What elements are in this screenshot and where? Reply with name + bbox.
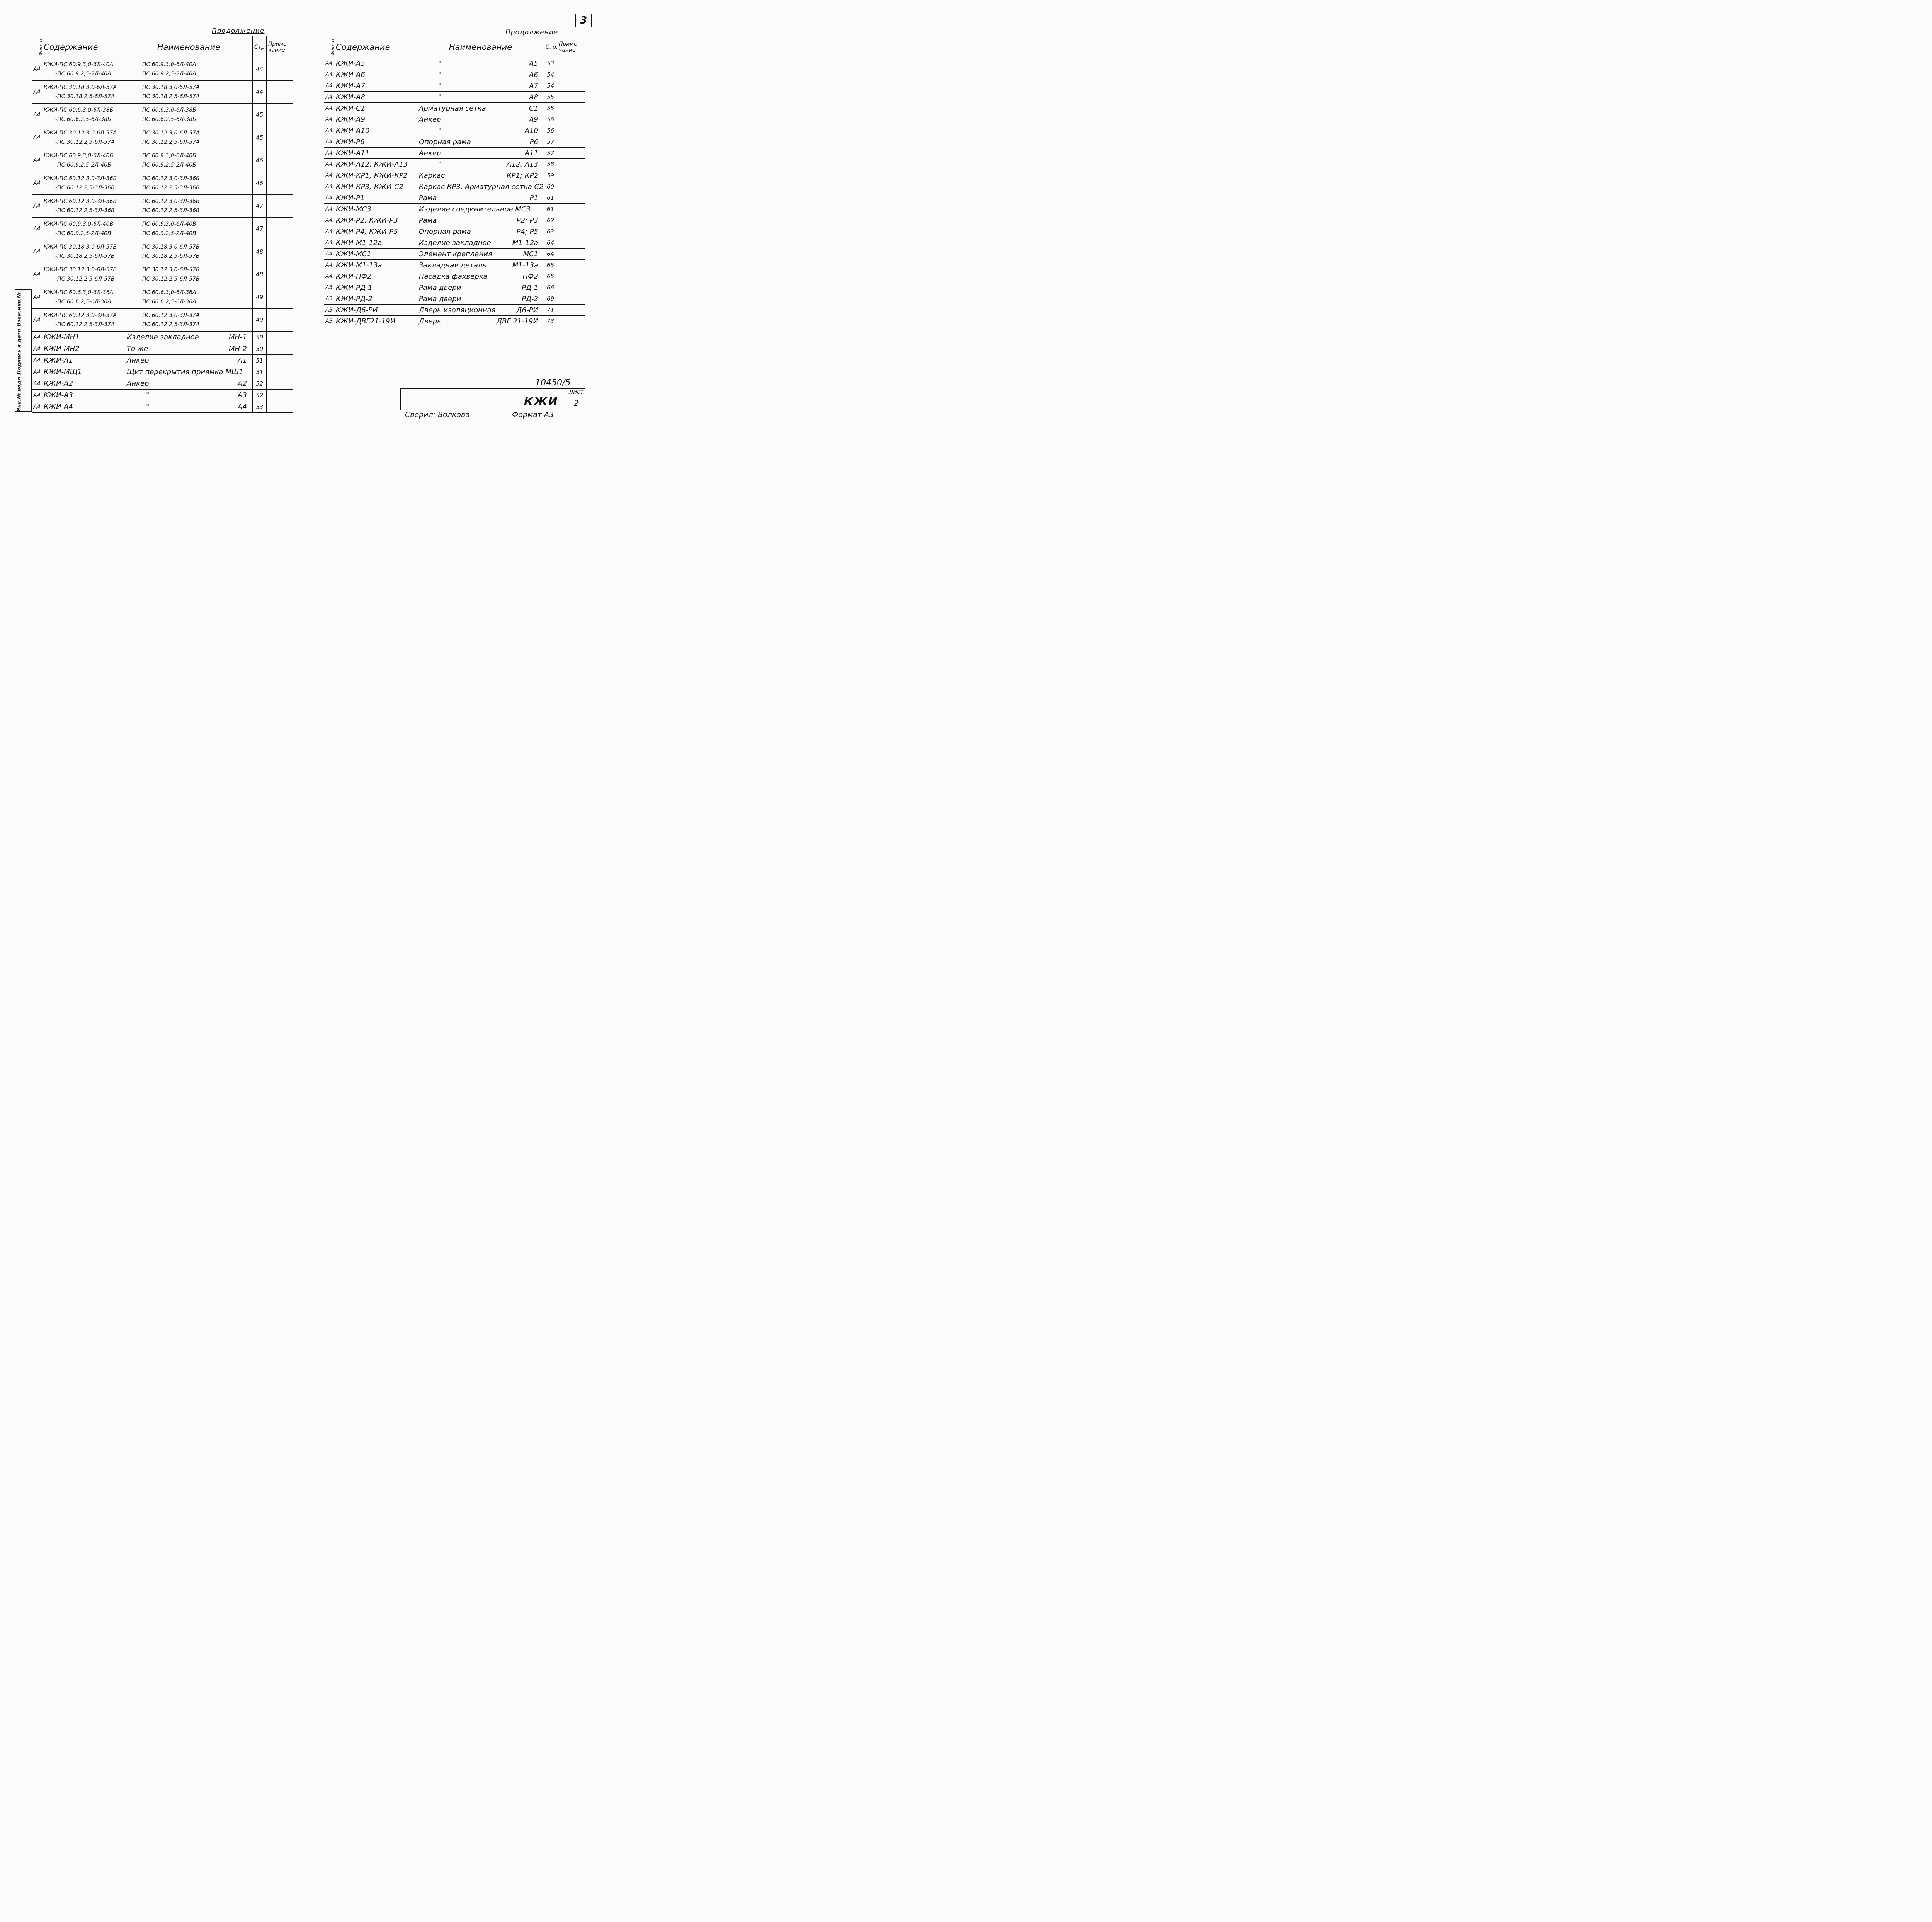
row-content: КЖИ-С1 xyxy=(334,103,417,114)
sheet-number: 3 xyxy=(575,14,592,27)
row-note xyxy=(557,92,585,103)
row-name: " А7 xyxy=(417,80,544,92)
row-name: ПС 30.12.3,0-6Л-57Б ПС 30.12.2,5-6Л-57Б xyxy=(125,263,253,286)
left-header-row xyxy=(32,36,293,58)
row-format: А4 xyxy=(324,170,334,181)
row-content: КЖИ-А8 xyxy=(334,92,417,103)
row-content: КЖИ-А10 xyxy=(334,125,417,136)
table-row xyxy=(324,148,585,159)
row-content: КЖИ-КР3; КЖИ-С2 xyxy=(334,181,417,192)
row-format: А4 xyxy=(32,81,42,104)
row-name: Анкер А1 xyxy=(125,355,253,366)
row-page: 45 xyxy=(253,104,267,126)
row-page: 66 xyxy=(544,282,557,293)
row-format: А4 xyxy=(324,226,334,237)
row-content: КЖИ-А2 xyxy=(42,378,125,390)
header-format: Формат xyxy=(324,36,334,58)
row-format: А4 xyxy=(324,271,334,282)
row-page: 65 xyxy=(544,260,557,271)
row-page: 53 xyxy=(253,401,267,413)
row-content: КЖИ-ПС 30.12.3,0-6Л-57А -ПС 30.12.2,5-6Л-57А xyxy=(42,126,125,149)
row-name: " А4 xyxy=(125,401,253,413)
row-format: А4 xyxy=(32,343,42,355)
row-name: Изделие закладное М1-12а xyxy=(417,237,544,249)
row-page: 58 xyxy=(544,159,557,170)
table-row xyxy=(324,316,585,327)
row-format: А4 xyxy=(324,249,334,260)
row-content: КЖИ-МС3 xyxy=(334,204,417,215)
row-note xyxy=(557,282,585,293)
row-content: КЖИ-ПС 60.12.3,0-3Л-37А -ПС 60.12.2,5-3Л-37А xyxy=(42,309,125,332)
row-name: ПС 60.12.3,0-3Л-36В ПС 60.12.2,5-3Л-36В xyxy=(125,195,253,218)
row-note xyxy=(557,204,585,215)
row-format: А4 xyxy=(32,286,42,309)
row-page: 60 xyxy=(544,181,557,192)
row-note xyxy=(557,271,585,282)
row-note xyxy=(267,309,293,332)
row-name: ПС 30.12.3,0-6Л-57А ПС 30.12.2,5-6Л-57А xyxy=(125,126,253,149)
row-name: ПС 30.18.3,0-6Л-57Б ПС 30.18.2,5-6Л-57Б xyxy=(125,240,253,263)
row-format: А4 xyxy=(32,240,42,263)
row-note xyxy=(557,58,585,69)
table-row xyxy=(324,136,585,148)
row-page: 64 xyxy=(544,249,557,260)
row-name: ПС 60.9.3,0-6Л-40В ПС 60.9.2,5-2Л-40В xyxy=(125,218,253,240)
table-row xyxy=(324,249,585,260)
table-row xyxy=(32,240,293,263)
row-format: А4 xyxy=(32,149,42,172)
row-page: 50 xyxy=(253,343,267,355)
table-row xyxy=(324,92,585,103)
table-row xyxy=(32,378,293,390)
row-name: Каркас КР1; КР2 xyxy=(417,170,544,181)
row-note xyxy=(267,81,293,104)
row-note xyxy=(267,332,293,343)
row-content: КЖИ-МЩ1 xyxy=(42,366,125,378)
row-format: А4 xyxy=(324,92,334,103)
row-format: А4 xyxy=(324,114,334,125)
row-format: А4 xyxy=(324,80,334,92)
row-note xyxy=(267,126,293,149)
row-note xyxy=(267,366,293,378)
row-page: 65 xyxy=(544,271,557,282)
table-row xyxy=(324,215,585,226)
row-page: 53 xyxy=(544,58,557,69)
row-note xyxy=(557,237,585,249)
table-row xyxy=(32,355,293,366)
table-row xyxy=(32,332,293,343)
document-code: 10450/5 xyxy=(535,378,571,388)
checked-by: Сверил: Волкова xyxy=(405,410,470,419)
sheet-format: Формат А3 xyxy=(512,410,554,419)
header-name: Наименование xyxy=(125,36,253,58)
header-format: Формат xyxy=(32,36,42,58)
row-page: 44 xyxy=(253,58,267,81)
row-note xyxy=(557,181,585,192)
row-name: ПС 60.12.3,0-3Л-36Б ПС 60.12.2,5-3Л-36Б xyxy=(125,172,253,195)
row-format: А4 xyxy=(32,378,42,390)
row-name: ПС 60.9.3,0-6Л-40Б ПС 60.9.2,5-2Л-40Б xyxy=(125,149,253,172)
row-name: Рама Р2; Р3 xyxy=(417,215,544,226)
row-format: А3 xyxy=(324,282,334,293)
row-page: 46 xyxy=(253,149,267,172)
row-format: А4 xyxy=(324,58,334,69)
row-note xyxy=(267,401,293,413)
row-name: То же МН-2 xyxy=(125,343,253,355)
table-row xyxy=(32,172,293,195)
table-row xyxy=(32,286,293,309)
row-name: ПС 60.9.3,0-6Л-40А ПС 60.9.2,5-2Л-40А xyxy=(125,58,253,81)
row-content: КЖИ-ПС 60.6.3,0-6Л-38Б -ПС 60.6.2,5-6Л-38Б xyxy=(42,104,125,126)
row-content: КЖИ-ПС 60.12.3,0-3Л-36Б -ПС 60.12.2,5-3Л-36Б xyxy=(42,172,125,195)
row-format: А4 xyxy=(324,159,334,170)
row-page: 45 xyxy=(253,126,267,149)
table-row xyxy=(324,58,585,69)
row-content: КЖИ-А1 xyxy=(42,355,125,366)
row-content: КЖИ-М1-13а xyxy=(334,260,417,271)
row-name: ПС 60.6.3,0-6Л-36А ПС 60.6.2,5-6Л-36А xyxy=(125,286,253,309)
table-row xyxy=(32,343,293,355)
row-format: А4 xyxy=(324,103,334,114)
row-content: КЖИ-ПС 30.18.3,0-6Л-57Б -ПС 30.18.2,5-6Л-57Б xyxy=(42,240,125,263)
row-format: А4 xyxy=(324,69,334,80)
row-page: 54 xyxy=(544,80,557,92)
row-content: КЖИ-РД-1 xyxy=(334,282,417,293)
row-content: КЖИ-А6 xyxy=(334,69,417,80)
row-content: КЖИ-КР1; КЖИ-КР2 xyxy=(334,170,417,181)
row-note xyxy=(557,103,585,114)
row-format: А4 xyxy=(324,260,334,271)
row-note xyxy=(267,58,293,81)
row-note xyxy=(267,104,293,126)
table-row xyxy=(324,237,585,249)
row-note xyxy=(267,355,293,366)
table-row xyxy=(324,170,585,181)
row-name: Изделие соединительное МС3 xyxy=(417,204,544,215)
table-row xyxy=(32,366,293,378)
row-note xyxy=(267,263,293,286)
row-format: А3 xyxy=(324,293,334,305)
row-page: 49 xyxy=(253,309,267,332)
row-content: КЖИ-ПС 60.6.3,0-6Л-36А -ПС 60.6.2,5-6Л-36А xyxy=(42,286,125,309)
row-name: Дверь ДВГ 21-19И xyxy=(417,316,544,327)
row-name: " А3 xyxy=(125,390,253,401)
row-format: А4 xyxy=(324,204,334,215)
row-name: Закладная деталь М1-13а xyxy=(417,260,544,271)
row-page: 46 xyxy=(253,172,267,195)
row-content: КЖИ-А12; КЖИ-А13 xyxy=(334,159,417,170)
table-row xyxy=(32,81,293,104)
row-note xyxy=(557,192,585,204)
right-header-row xyxy=(324,36,585,58)
row-page: 52 xyxy=(253,378,267,390)
row-page: 49 xyxy=(253,286,267,309)
row-content: КЖИ-А3 xyxy=(42,390,125,401)
row-page: 47 xyxy=(253,218,267,240)
row-page: 63 xyxy=(544,226,557,237)
row-format: А4 xyxy=(32,332,42,343)
row-page: 57 xyxy=(544,148,557,159)
row-page: 59 xyxy=(544,170,557,181)
row-note xyxy=(267,218,293,240)
row-content: КЖИ-Р1 xyxy=(334,192,417,204)
row-page: 44 xyxy=(253,81,267,104)
row-page: 64 xyxy=(544,237,557,249)
row-format: А4 xyxy=(32,355,42,366)
table-row xyxy=(324,103,585,114)
row-content: КЖИ-ПС 60.12.3,0-3Л-36В -ПС 60.12.2,5-3Л-36В xyxy=(42,195,125,218)
row-content: КЖИ-МС1 xyxy=(334,249,417,260)
row-page: 47 xyxy=(253,195,267,218)
table-row xyxy=(32,126,293,149)
row-note xyxy=(557,215,585,226)
row-name: Опорная рама Р6 xyxy=(417,136,544,148)
row-format: А4 xyxy=(32,366,42,378)
row-format: А4 xyxy=(324,181,334,192)
row-content: КЖИ-ПС 60.9.3,0-6Л-40Б -ПС 60.9.2,5-2Л-40Б xyxy=(42,149,125,172)
row-name: Рама двери РД-1 xyxy=(417,282,544,293)
row-name: Рама Р1 xyxy=(417,192,544,204)
table-row xyxy=(32,263,293,286)
row-name: Рама двери РД-2 xyxy=(417,293,544,305)
row-name: Насадка фахверка НФ2 xyxy=(417,271,544,282)
row-name: " А10 xyxy=(417,125,544,136)
row-note xyxy=(557,226,585,237)
row-name: ПС 30.18.3,0-6Л-57А ПС 30.18.2,5-6Л-57А xyxy=(125,81,253,104)
row-name: Опорная рама Р4; Р5 xyxy=(417,226,544,237)
table-row xyxy=(32,195,293,218)
row-name: Анкер А11 xyxy=(417,148,544,159)
table-row xyxy=(324,282,585,293)
row-content: КЖИ-ПС 60.9.3,0-6Л-40В -ПС 60.9.2,5-2Л-40В xyxy=(42,218,125,240)
table-row xyxy=(324,226,585,237)
row-page: 48 xyxy=(253,240,267,263)
row-name: Элемент крепления МС1 xyxy=(417,249,544,260)
row-note xyxy=(557,148,585,159)
row-format: А4 xyxy=(324,125,334,136)
row-format: А4 xyxy=(324,237,334,249)
row-format: А4 xyxy=(324,136,334,148)
row-page: 61 xyxy=(544,192,557,204)
side-stamp xyxy=(15,289,32,412)
row-content: КЖИ-МН2 xyxy=(42,343,125,355)
row-page: 56 xyxy=(544,114,557,125)
table-row xyxy=(324,204,585,215)
row-content: КЖИ-Р4; КЖИ-Р5 xyxy=(334,226,417,237)
row-note xyxy=(267,240,293,263)
continuation-label-right: Продолжение xyxy=(505,29,558,36)
table-row xyxy=(324,69,585,80)
row-format: А4 xyxy=(32,401,42,413)
row-format: А4 xyxy=(32,309,42,332)
row-format: А4 xyxy=(32,218,42,240)
row-content: КЖИ-ПС 30.12.3,0-6Л-57Б -ПС 30.12.2,5-6Л-57Б xyxy=(42,263,125,286)
table-row xyxy=(32,218,293,240)
table-row xyxy=(324,293,585,305)
row-page: 57 xyxy=(544,136,557,148)
table-row xyxy=(324,192,585,204)
row-format: А4 xyxy=(32,172,42,195)
row-note xyxy=(557,305,585,316)
table-row xyxy=(32,58,293,81)
continuation-label-left: Продолжение xyxy=(212,27,265,35)
row-note xyxy=(557,170,585,181)
row-content: КЖИ-А5 xyxy=(334,58,417,69)
row-format: А3 xyxy=(324,305,334,316)
row-content: КЖИ-ДВГ21-19И xyxy=(334,316,417,327)
table-row xyxy=(324,80,585,92)
row-content: КЖИ-ПС 60.9.3,0-6Л-40А -ПС 60.9.2,5-2Л-40А xyxy=(42,58,125,81)
table-row xyxy=(32,401,293,413)
row-name: Щит перекрытия приямка МЩ1 xyxy=(125,366,253,378)
row-name: ПС 60.12.3,0-3Л-37А ПС 60.12.2,5-3Л-37А xyxy=(125,309,253,332)
table-row xyxy=(32,390,293,401)
row-page: 51 xyxy=(253,355,267,366)
row-note xyxy=(557,159,585,170)
row-note xyxy=(557,69,585,80)
row-note xyxy=(557,80,585,92)
header-name: Наименование xyxy=(417,36,544,58)
row-format: А4 xyxy=(32,195,42,218)
row-page: 61 xyxy=(544,204,557,215)
stamp-podpis-data: Подпись и дата xyxy=(15,329,24,375)
row-content: КЖИ-МН1 xyxy=(42,332,125,343)
sheet-label: Лист xyxy=(567,388,585,396)
row-page: 50 xyxy=(253,332,267,343)
row-page: 55 xyxy=(544,103,557,114)
row-format: А4 xyxy=(32,58,42,81)
table-row xyxy=(32,104,293,126)
row-note xyxy=(557,249,585,260)
table-row xyxy=(324,114,585,125)
row-note xyxy=(267,286,293,309)
table-row xyxy=(324,260,585,271)
row-format: А4 xyxy=(324,215,334,226)
row-format: А4 xyxy=(324,148,334,159)
row-name: Анкер А9 xyxy=(417,114,544,125)
row-note xyxy=(267,378,293,390)
row-note xyxy=(267,149,293,172)
row-note xyxy=(557,125,585,136)
row-content: КЖИ-ПС 30.18.3,0-6Л-57А -ПС 30.18.2,5-6Л-57А xyxy=(42,81,125,104)
row-name: Каркас КР3. Арматурная сетка С2 xyxy=(417,181,544,192)
row-page: 62 xyxy=(544,215,557,226)
stamp-vzam-inv: Взам.инв.№ xyxy=(15,290,24,329)
row-content: КЖИ-А4 xyxy=(42,401,125,413)
table-row xyxy=(324,271,585,282)
header-note: Приме-чание xyxy=(557,36,585,58)
row-page: 54 xyxy=(544,69,557,80)
row-format: А4 xyxy=(32,104,42,126)
row-format: А4 xyxy=(32,126,42,149)
row-content: КЖИ-НФ2 xyxy=(334,271,417,282)
row-name: " А6 xyxy=(417,69,544,80)
right-contents-table xyxy=(324,36,585,327)
row-format: А4 xyxy=(324,192,334,204)
table-row xyxy=(32,309,293,332)
stamp-inv-podl: Инв.№ подл. xyxy=(16,375,22,412)
document-mark: КЖИ xyxy=(524,395,559,408)
row-name: ПС 60.6.3,0-6Л-38Б ПС 60.6.2,5-6Л-38Б xyxy=(125,104,253,126)
row-page: 51 xyxy=(253,366,267,378)
row-name: Дверь изоляционная Д6-РИ xyxy=(417,305,544,316)
row-page: 52 xyxy=(253,390,267,401)
row-page: 69 xyxy=(544,293,557,305)
row-name: Анкер А2 xyxy=(125,378,253,390)
header-page: Стр. xyxy=(253,36,267,58)
row-format: А4 xyxy=(32,390,42,401)
row-note xyxy=(267,390,293,401)
row-page: 48 xyxy=(253,263,267,286)
table-row xyxy=(324,181,585,192)
row-note xyxy=(267,172,293,195)
row-format: А4 xyxy=(32,263,42,286)
row-note xyxy=(557,136,585,148)
row-content: КЖИ-А7 xyxy=(334,80,417,92)
left-contents-table xyxy=(32,36,293,413)
row-page: 71 xyxy=(544,305,557,316)
row-content: КЖИ-РД-2 xyxy=(334,293,417,305)
row-name: Арматурная сетка С1 xyxy=(417,103,544,114)
header-content: Содержание xyxy=(334,36,417,58)
row-note xyxy=(267,195,293,218)
table-row xyxy=(32,149,293,172)
header-page: Стр. xyxy=(544,36,557,58)
row-content: КЖИ-А9 xyxy=(334,114,417,125)
row-name: " А12, А13 xyxy=(417,159,544,170)
row-note xyxy=(557,293,585,305)
row-content: КЖИ-М1-12а xyxy=(334,237,417,249)
row-note xyxy=(267,343,293,355)
row-content: КЖИ-Р2; КЖИ-Р3 xyxy=(334,215,417,226)
row-note xyxy=(557,260,585,271)
table-row xyxy=(324,159,585,170)
table-row xyxy=(324,305,585,316)
row-note xyxy=(557,114,585,125)
row-page: 55 xyxy=(544,92,557,103)
header-content: Содержание xyxy=(42,36,125,58)
row-format: А3 xyxy=(324,316,334,327)
header-note: Приме-чание xyxy=(267,36,293,58)
table-row xyxy=(324,125,585,136)
row-name: Изделие закладное МН-1 xyxy=(125,332,253,343)
row-name: " А8 xyxy=(417,92,544,103)
row-page: 73 xyxy=(544,316,557,327)
sheet-value: 2 xyxy=(567,396,585,410)
row-note xyxy=(557,316,585,327)
row-page: 56 xyxy=(544,125,557,136)
row-content: КЖИ-Д6-РИ xyxy=(334,305,417,316)
row-name: " А5 xyxy=(417,58,544,69)
row-content: КЖИ-А11 xyxy=(334,148,417,159)
row-content: КЖИ-Р6 xyxy=(334,136,417,148)
